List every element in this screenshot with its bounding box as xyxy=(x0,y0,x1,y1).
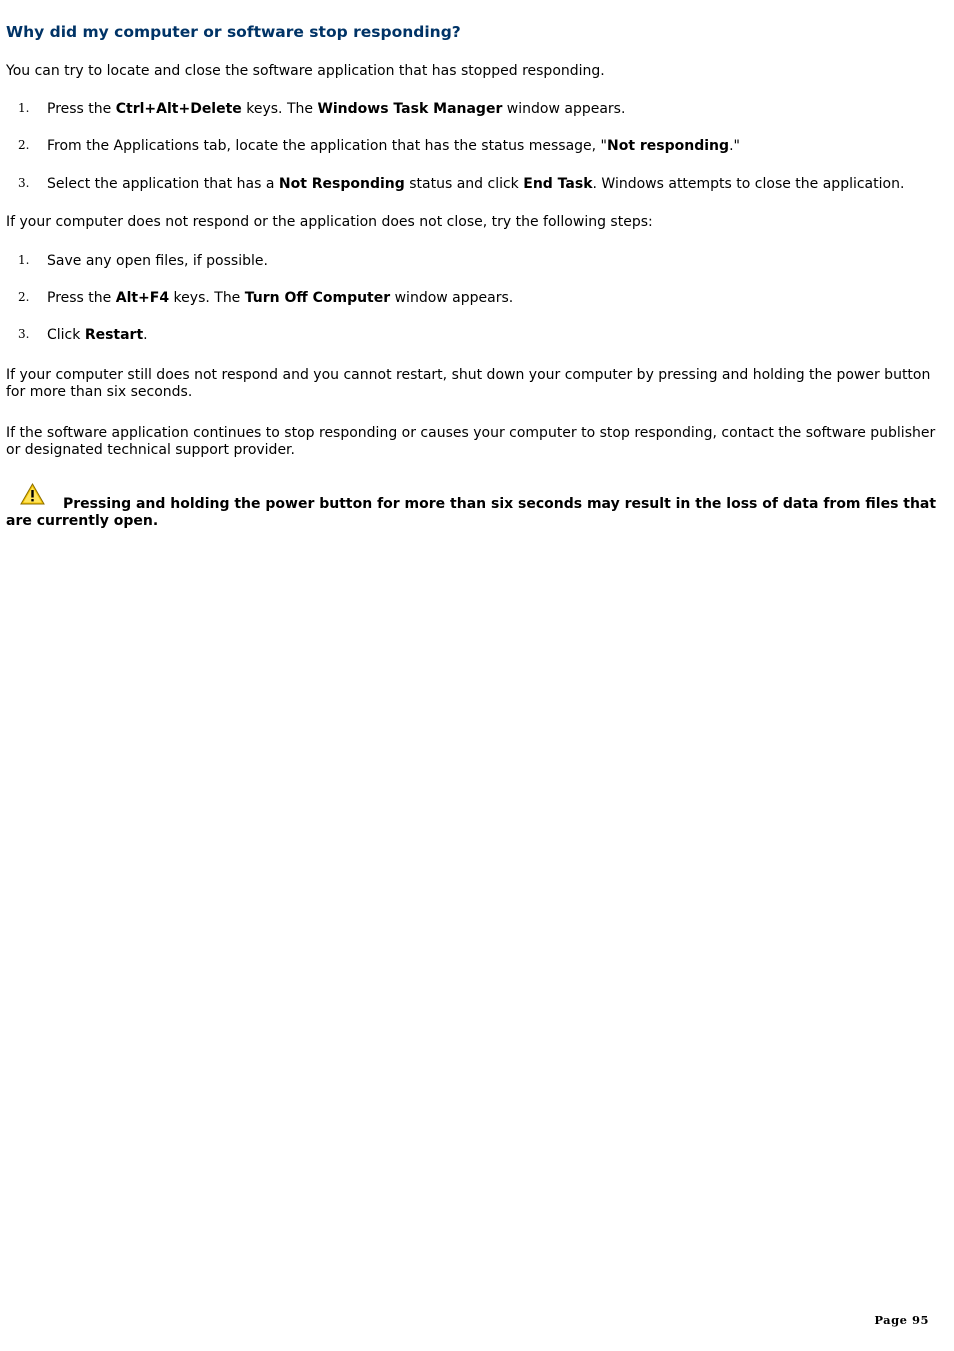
step-number: 3. xyxy=(18,176,30,190)
close-app-steps xyxy=(6,101,946,193)
button-name: End Task xyxy=(523,176,593,192)
page-title: Why did my computer or software stop responding? xyxy=(6,23,461,41)
document-body xyxy=(6,22,946,530)
window-name: Turn Off Computer xyxy=(244,290,391,306)
list-item: 2. From the Applications tab, locate the application that has the status message, "Not responding." xyxy=(18,138,740,154)
page-number: Page 95 xyxy=(874,1313,929,1327)
warning-note xyxy=(6,496,946,530)
key-combo: Alt+F4 xyxy=(115,290,170,306)
step-number: 1. xyxy=(18,253,30,267)
list-item: 3. Click Restart. xyxy=(18,327,148,343)
list-item: 1. Press the Ctrl+Alt+Delete keys. The Windows Task Manager window appears. xyxy=(18,101,626,117)
warning-text: Pressing and holding the power button for more than six seconds may result in the loss of data from files that are currently open. xyxy=(6,496,937,529)
status-message: Not responding xyxy=(607,138,730,154)
step-number: 1. xyxy=(18,101,30,115)
step-number: 3. xyxy=(18,327,30,341)
step-number: 2. xyxy=(18,138,30,152)
warning-icon xyxy=(20,483,45,505)
list-item: 3. Select the application that has a Not Responding status and click End Task. Windows attempts to close the application. xyxy=(18,176,905,192)
list-item: 1. Save any open files, if possible. xyxy=(18,253,268,269)
key-combo: Ctrl+Alt+Delete xyxy=(115,101,242,117)
intro-paragraph: You can try to locate and close the software application that has stopped responding. xyxy=(6,63,605,79)
step-number: 2. xyxy=(18,290,30,304)
restart-steps xyxy=(6,253,946,344)
support-paragraph: If the software application continues to stop responding or causes your computer to stop responding, contact the software publisher or designated technical support provider. xyxy=(6,425,936,458)
button-name: Restart xyxy=(84,327,144,343)
list-item: 2. Press the Alt+F4 keys. The Turn Off Computer window appears. xyxy=(18,290,514,306)
fallback-intro-paragraph: If your computer does not respond or the application does not close, try the following steps: xyxy=(6,214,653,230)
shutdown-paragraph: If your computer still does not respond and you cannot restart, shut down your computer by pressing and holding the power button for more than six seconds. xyxy=(6,367,931,400)
window-name: Windows Task Manager xyxy=(317,101,503,117)
status-name: Not Responding xyxy=(278,176,405,192)
